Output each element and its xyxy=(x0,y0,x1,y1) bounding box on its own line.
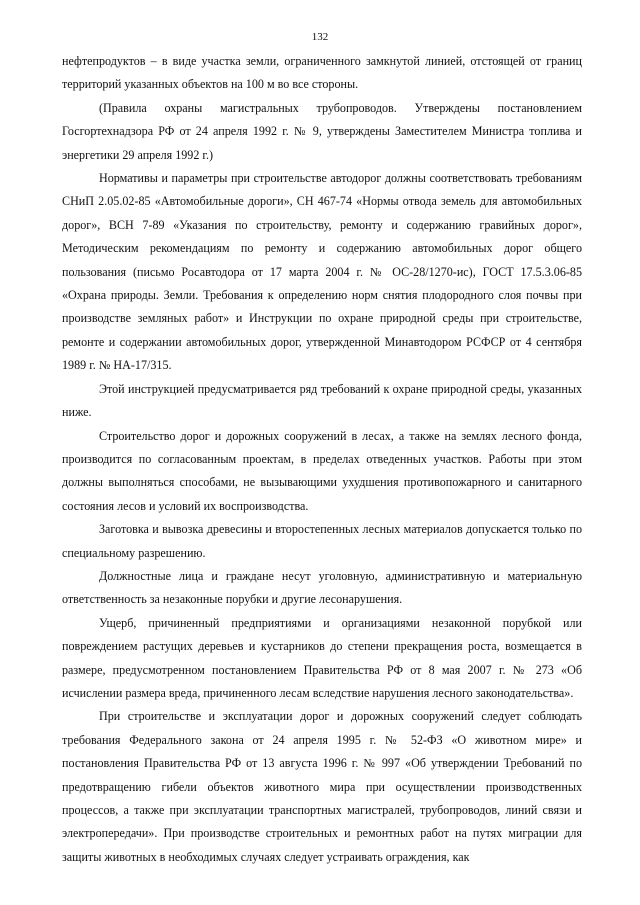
paragraph-liability: Должностные лица и граждане несут уголовную, административную и материальную ответственность за незаконные порубки и другие лесонарушения. xyxy=(62,568,582,607)
paragraph-pipeline-rules-citation: (Правила охраны магистральных трубопроводов. Утверждены постановлением Госгортехнадзора РФ от 24 апреля 1992 г. № 9, утверждены Заместителем Министра топлива и энергетики 29 апреля 1992 г.) xyxy=(62,100,582,162)
paragraph-timber-harvesting: Заготовка и вывозка древесины и второстепенных лесных материалов допускается только по специальному разрешению. xyxy=(62,522,582,560)
paragraph-continuation: нефтепродуктов – в виде участка земли, ограниченного замкнутой линией, отстоящей от границ территорий указанных объектов на 100 м во все стороны. xyxy=(62,54,582,92)
paragraph-forest-construction: Строительство дорог и дорожных сооружений в лесах, а также на землях лесного фонда, производится по согласованным проектам, в пределах отведенных участков. Работы при этом должны выполняться способами, не вызывающими ухудшения противопожарного и санитарного состояния лесов и условий их воспроизводства. xyxy=(62,428,582,513)
paragraph-instruction-requirements: Этой инструкцией предусматривается ряд требований к охране природной среды, указанных ниже. xyxy=(62,381,582,420)
paragraph-wildlife-protection: При строительстве и эксплуатации дорог и дорожных сооружений следует соблюдать требования Федерального закона от 24 апреля 1995 г. № 52-ФЗ «О животном мире» и постановления Правительства РФ от 13 августа 1996 г. № 997 «Об утверждении Требований по предотвращению гибели объектов животного мира при осуществлении производственных процессов, а также при эксплуатации транспортных магистралей, трубопроводов, линий связи и электропередачи». При производстве строительных и ремонтных работ на путях миграции для защиты животных в необходимых случаях следует устраивать ограждения, как xyxy=(62,709,582,864)
paragraph-damage-compensation: Ущерб, причиненный предприятиями и организациями незаконной порубкой или повреждением растущих деревьев и кустарников до степени прекращения роста, возмещается в размере, предусмотренном постановлением Правительства РФ от 8 мая 2007 г. № 273 «Об исчислении размера вреда, причиненного лесам вследствие нарушения лесного законодательства». xyxy=(62,615,582,700)
paragraph-road-standards: Нормативы и параметры при строительстве автодорог должны соответствовать требованиям СНиП 2.05.02-85 «Автомобильные дороги», СН 467-74 «Нормы отвода земель для автомобильных дорог», ВСН 7-89 «Указания по строительству, ремонту и содержанию гравийных дорог», Методическим рекомендациям по ремонту и содержанию автомобильных дорог общего пользования (письмо Росавтодора от 17 марта 2004 г. № ОС-28/1270-ис), ГОСТ 17.5.3.06-85 «Охрана природы. Земли. Требования к определению норм снятия плодородного слоя почвы при производстве земляных работ» и Инструкции по охране природной среды при строительстве, ремонте и содержании автомобильных дорог, утвержденной Минавтодором РСФСР от 4 сентября 1989 г. № НА-17/315. xyxy=(62,171,582,373)
page-number: 132 xyxy=(311,31,329,43)
page-content xyxy=(62,50,582,869)
